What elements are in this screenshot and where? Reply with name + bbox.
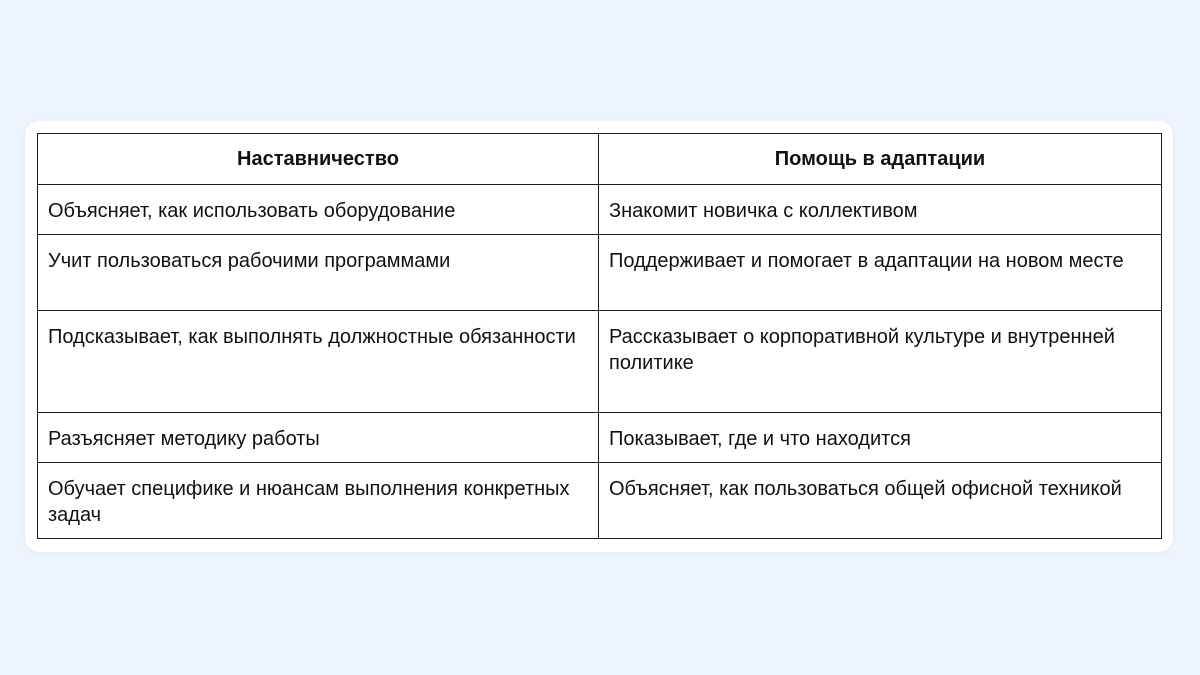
table-header-row bbox=[38, 134, 1162, 185]
table-row bbox=[38, 235, 1162, 311]
table-row bbox=[38, 311, 1162, 413]
table-cell: Знакомит новичка с коллективом bbox=[599, 185, 1162, 235]
table-cell: Обучает специфике и нюансам выполнения конкретных задач bbox=[38, 463, 599, 539]
table-cell: Объясняет, как использовать оборудование bbox=[38, 185, 599, 235]
table-cell: Подсказывает, как выполнять должностные обязанности bbox=[38, 311, 599, 413]
table-cell: Учит пользоваться рабочими программами bbox=[38, 235, 599, 311]
table-cell: Разъясняет методику работы bbox=[38, 413, 599, 463]
comparison-table bbox=[37, 133, 1162, 539]
table-row bbox=[38, 185, 1162, 235]
table-row bbox=[38, 463, 1162, 539]
table-card bbox=[25, 121, 1173, 552]
table-cell: Объясняет, как пользоваться общей офисной техникой bbox=[599, 463, 1162, 539]
header-adaptation-help: Помощь в адаптации bbox=[599, 134, 1162, 185]
table-row bbox=[38, 413, 1162, 463]
table-cell: Рассказывает о корпоративной культуре и внутренней политике bbox=[599, 311, 1162, 413]
table-cell: Показывает, где и что находится bbox=[599, 413, 1162, 463]
header-mentoring: Наставничество bbox=[38, 134, 599, 185]
table-cell: Поддерживает и помогает в адаптации на новом месте bbox=[599, 235, 1162, 311]
